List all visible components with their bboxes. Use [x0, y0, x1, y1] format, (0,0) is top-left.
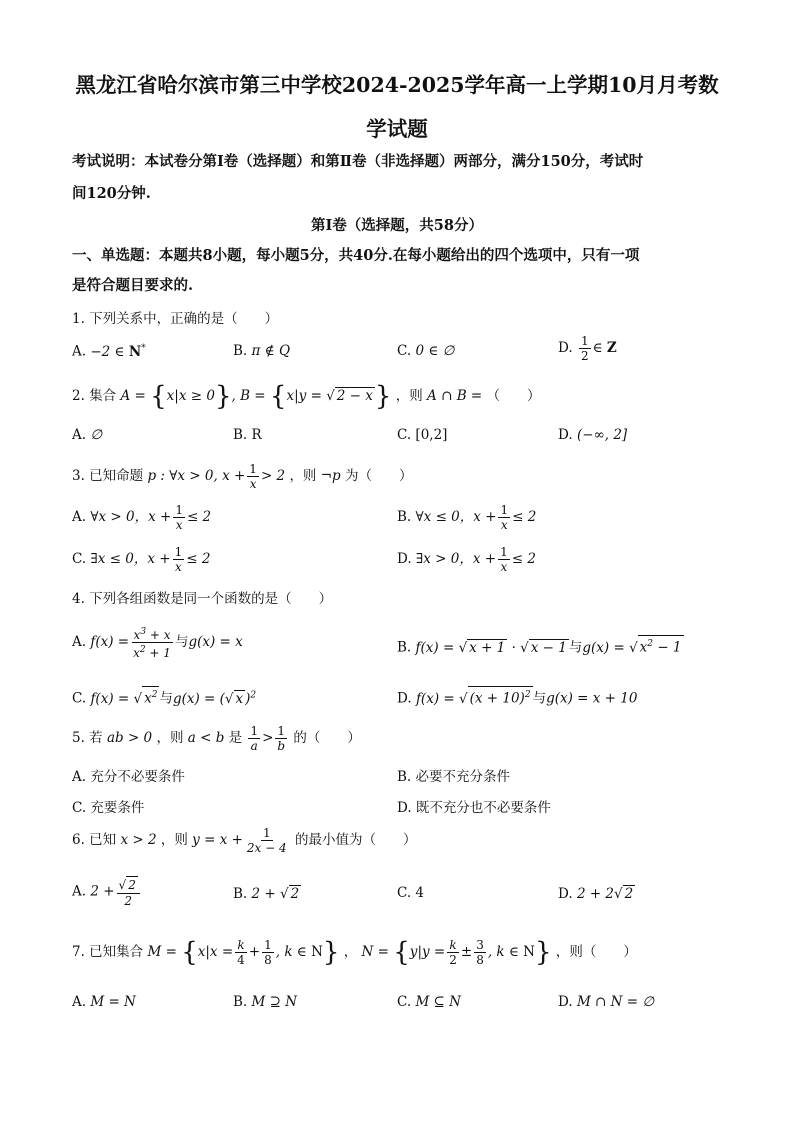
stem-text: 2. 集合 [72, 388, 117, 404]
question-3-stem: 3. 已知命题 p : ∀x > 0, x + $\frac{1}{x}$ > 2 ，则 ¬p 为（ ） [72, 462, 413, 491]
q7-option-a: A. M = N [72, 994, 136, 1010]
option-label: B. [397, 639, 412, 656]
connector-text: 与 [159, 690, 173, 707]
q2-option-a: A. ∅ [72, 427, 103, 443]
q6-option-a: A. 2 + $\frac{√ 2}{2}$ [72, 876, 142, 908]
stem-text: ，则 [160, 832, 188, 848]
option-label: A. [72, 994, 87, 1010]
q2-option-c: C. [0,2] [397, 427, 448, 443]
q5-option-b: B. 必要不充分条件 [397, 769, 511, 785]
stem-text: 5. 若 [72, 730, 103, 746]
part-heading-line2: 是符合题目要求的. [72, 277, 194, 294]
connector-text: 与 [532, 690, 547, 707]
q3-option-c: C. ∃x ≤ 0，x + $\frac{1}{x}$ ≤ 2 [72, 545, 211, 574]
connector-text: 与 [174, 634, 189, 650]
question-5-stem: 5. 若 ab > 0 ，则 a < b 是 $\frac{1}{a}$ > $\frac{1}{b}$ 的（ ） [72, 724, 361, 753]
q4-option-d: D. f(x) = √ $(x + 10)^2$ 与g(x) = x + 10 [397, 686, 637, 707]
q4-option-a: A. f(x) = $\frac{x^3 + x}{x^2 + 1}$ 与g(x) = x [72, 627, 243, 660]
stem-text: 是 [228, 730, 243, 746]
stem-text: 6. 已知 [72, 832, 117, 848]
stem-text: ，则 [289, 468, 317, 484]
question-7-stem: 7. 已知集合 M = {x|x = $\frac{k}{4}$ + $\frac{1}{8}$ , k ∈ N} ， N = {y|y = $\frac{k}{2}$ ± $\frac{3}{8}$ , k ∈ N} ，则（ ） [72, 937, 637, 968]
stem-text: ，则 [156, 730, 184, 746]
q4-option-c: C. f(x) = √ $x^2$ 与g(x) = (√ x )$^2$ [72, 686, 256, 707]
q2-option-b: B. R [233, 427, 262, 443]
option-label: D. [397, 690, 412, 707]
q4-option-b: B. f(x) = √ x + 1 · √ x − 1 与g(x) = √ $x^2 - 1$ [397, 635, 684, 656]
option-label: A. [72, 509, 87, 525]
q5-option-a: A. 充分不必要条件 [72, 769, 185, 785]
option-label: A. [72, 427, 87, 443]
q5-option-d: D. 既不充分也不必要条件 [397, 800, 551, 816]
q2-option-d: D. (−∞, 2] [558, 427, 628, 443]
stem-text: 的最小值为（ ） [294, 832, 417, 848]
q7-option-c: C. M ⊆ N [397, 994, 461, 1010]
option-label: B. [397, 509, 412, 525]
question-2-stem: 2. 集合 A = {x|x ≥ 0}, B = {x|y = √ 2 − x} ，则 A ∩ B = （ ） [72, 381, 541, 412]
q1-option-b: B. π ∉ Q [233, 343, 291, 359]
option-label: A. [72, 343, 87, 360]
stem-text: ，则（ ） [555, 944, 637, 960]
section-title: 第Ⅰ卷（选择题，共58分） [311, 217, 483, 234]
question-6-stem: 6. 已知 x > 2 ，则 y = x + $\frac{1}{2x - 4}$ 的最小值为（ ） [72, 826, 417, 855]
q3-option-b: B. ∀x ≤ 0，x + $\frac{1}{x}$ ≤ 2 [397, 503, 537, 532]
option-label: D. [558, 340, 573, 356]
option-label: C. [72, 551, 87, 567]
option-label: B. [233, 994, 248, 1010]
q1-option-a: A. −2 ∈ N* [72, 343, 146, 360]
stem-text: ， [343, 944, 358, 960]
q3-option-d: D. ∃x > 0，x + $\frac{1}{x}$ ≤ 2 [397, 545, 536, 574]
q6-option-d: D. 2 + 2√ 2 [558, 886, 634, 902]
option-label: D. [558, 994, 573, 1010]
option-label: A. [72, 883, 87, 900]
q1-option-c: C. 0 ∈ ∅ [397, 343, 455, 359]
stem-text: 7. 已知集合 [72, 944, 144, 960]
option-label: C. [397, 343, 412, 359]
paper-title-line1: 黑龙江省哈尔滨市第三中学校2024-2025学年高一上学期10月月考数 [75, 73, 719, 97]
option-label: D. [558, 427, 573, 443]
option-label: A. [72, 634, 87, 650]
q3-option-a: A. ∀x > 0，x + $\frac{1}{x}$ ≤ 2 [72, 503, 212, 532]
paper-title-line2: 学试题 [366, 117, 428, 141]
stem-text: ，则 [395, 388, 423, 404]
connector-text: 与 [568, 639, 583, 656]
q6-option-c: C. 4 [397, 885, 425, 901]
question-4-stem: 4. 下列各组函数是同一个函数的是（ ） [72, 591, 333, 607]
q7-option-b: B. M ⊇ N [233, 994, 298, 1010]
option-label: B. [233, 343, 248, 359]
option-label: D. [558, 886, 573, 902]
stem-text: 3. 已知命题 [72, 468, 144, 484]
option-label: D. [397, 551, 412, 567]
q7-option-d: D. M ∩ N = ∅ [558, 994, 655, 1010]
instructions-line1: 考试说明：本试卷分第Ⅰ卷（选择题）和第Ⅱ卷（非选择题）两部分，满分150分，考试时 [72, 153, 644, 170]
q6-option-b: B. 2 + √ 2 [233, 886, 300, 902]
option-label: C. [72, 690, 87, 707]
instructions-line2: 间120分钟. [72, 185, 151, 202]
option-label: B. [233, 886, 248, 902]
question-1-stem: 1. 下列关系中，正确的是（ ） [72, 311, 279, 327]
q1-option-d: D. $\frac{1}{2}$ ∈ Z [558, 334, 617, 363]
stem-text: 的（ ） [293, 730, 361, 746]
q5-option-c: C. 充要条件 [72, 800, 145, 816]
stem-text: （ ） [486, 388, 541, 404]
option-label: C. [397, 994, 412, 1010]
stem-text: 为（ ） [345, 468, 413, 484]
part-heading-line1: 一、单选题：本题共8小题，每小题5分，共40分.在每小题给出的四个选项中，只有一项 [72, 247, 640, 264]
